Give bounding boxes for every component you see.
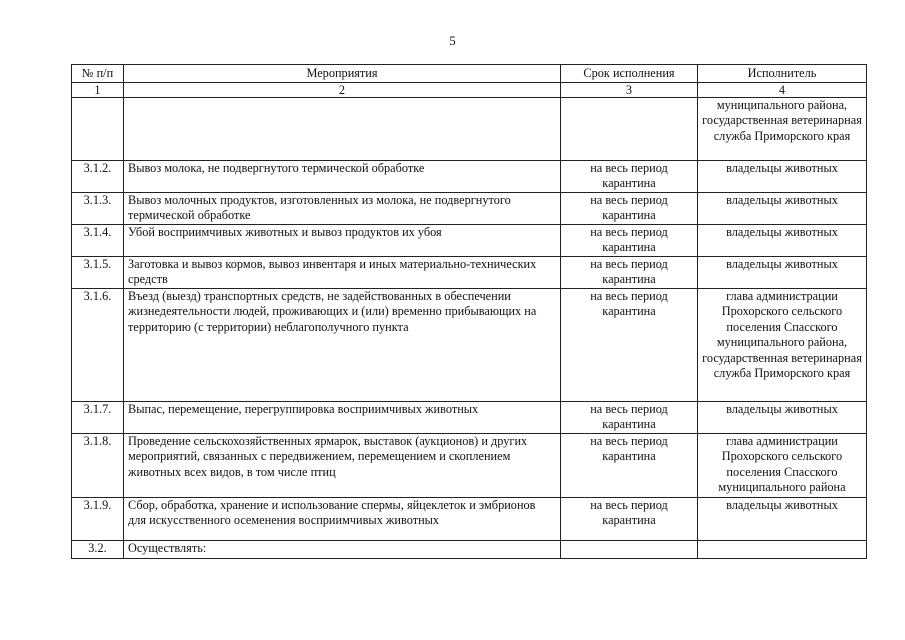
row-executor: глава администрации Прохорского сельского поселения Спасского муниципального района [698, 433, 867, 497]
row-number: 3.2. [72, 540, 124, 558]
row-executor: муниципального района, государственная ветеринарная служба Приморского края [698, 97, 867, 160]
row-deadline: на весь период карантина [561, 288, 698, 401]
row-executor [698, 540, 867, 558]
row-deadline: на весь период карантина [561, 160, 698, 192]
row-activity: Заготовка и вывоз кормов, вывоз инвентаря и иных материально-технических средств [124, 256, 561, 288]
column-index: 2 [124, 82, 561, 97]
row-deadline: на весь период карантина [561, 224, 698, 256]
row-number: 3.1.6. [72, 288, 124, 401]
row-number: 3.1.8. [72, 433, 124, 497]
row-activity: Сбор, обработка, хранение и использование спермы, яйцеклеток и эмбрионов для искусственного осеменения восприимчивых животных [124, 497, 561, 540]
row-number: 3.1.3. [72, 192, 124, 224]
row-number: 3.1.7. [72, 401, 124, 433]
row-activity: Осуществлять: [124, 540, 561, 558]
table-row [72, 224, 867, 256]
column-index-row [72, 82, 867, 97]
table-row [72, 288, 867, 401]
table-row [72, 256, 867, 288]
row-deadline: на весь период карантина [561, 192, 698, 224]
row-number: 3.1.9. [72, 497, 124, 540]
column-index: 3 [561, 82, 698, 97]
row-deadline [561, 97, 698, 160]
page-number: 5 [449, 33, 456, 48]
row-executor: владельцы животных [698, 160, 867, 192]
table-row [72, 192, 867, 224]
row-number [72, 97, 124, 160]
header-executor: Исполнитель [698, 65, 867, 83]
header-row [72, 65, 867, 83]
table-row [72, 160, 867, 192]
header-number: № п/п [72, 65, 124, 83]
table-row [72, 540, 867, 558]
row-executor: владельцы животных [698, 401, 867, 433]
table-row [72, 97, 867, 160]
quarantine-measures-table [71, 64, 867, 559]
table-row [72, 433, 867, 497]
row-deadline [561, 540, 698, 558]
header-deadline: Срок исполнения [561, 65, 698, 83]
column-index: 1 [72, 82, 124, 97]
row-executor: владельцы животных [698, 256, 867, 288]
table-row [72, 401, 867, 433]
row-executor: владельцы животных [698, 224, 867, 256]
row-deadline: на весь период карантина [561, 433, 698, 497]
row-number: 3.1.5. [72, 256, 124, 288]
row-activity: Въезд (выезд) транспортных средств, не задействованных в обеспечении жизнедеятельности людей, проживающих и (или) временно прибывающих на территорию (с территории) неблагополучного пункта [124, 288, 561, 401]
row-number: 3.1.2. [72, 160, 124, 192]
row-executor: глава администрации Прохорского сельского поселения Спасского муниципального района, государственная ветеринарная служба Приморского края [698, 288, 867, 401]
row-activity: Проведение сельскохозяйственных ярмарок, выставок (аукционов) и других мероприятий, связанных с передвижением, перемещением и скоплением животных всех видов, в том числе птиц [124, 433, 561, 497]
row-activity [124, 97, 561, 160]
row-activity: Вывоз молочных продуктов, изготовленных из молока, не подвергнутого термической обработке [124, 192, 561, 224]
row-executor: владельцы животных [698, 497, 867, 540]
row-executor: владельцы животных [698, 192, 867, 224]
table-row [72, 497, 867, 540]
row-activity: Выпас, перемещение, перегруппировка восприимчивых животных [124, 401, 561, 433]
header-activity: Мероприятия [124, 65, 561, 83]
row-activity: Вывоз молока, не подвергнутого термической обработке [124, 160, 561, 192]
row-deadline: на весь период карантина [561, 256, 698, 288]
row-deadline: на весь период карантина [561, 401, 698, 433]
row-deadline: на весь период карантина [561, 497, 698, 540]
column-index: 4 [698, 82, 867, 97]
row-number: 3.1.4. [72, 224, 124, 256]
row-activity: Убой восприимчивых животных и вывоз продуктов их убоя [124, 224, 561, 256]
